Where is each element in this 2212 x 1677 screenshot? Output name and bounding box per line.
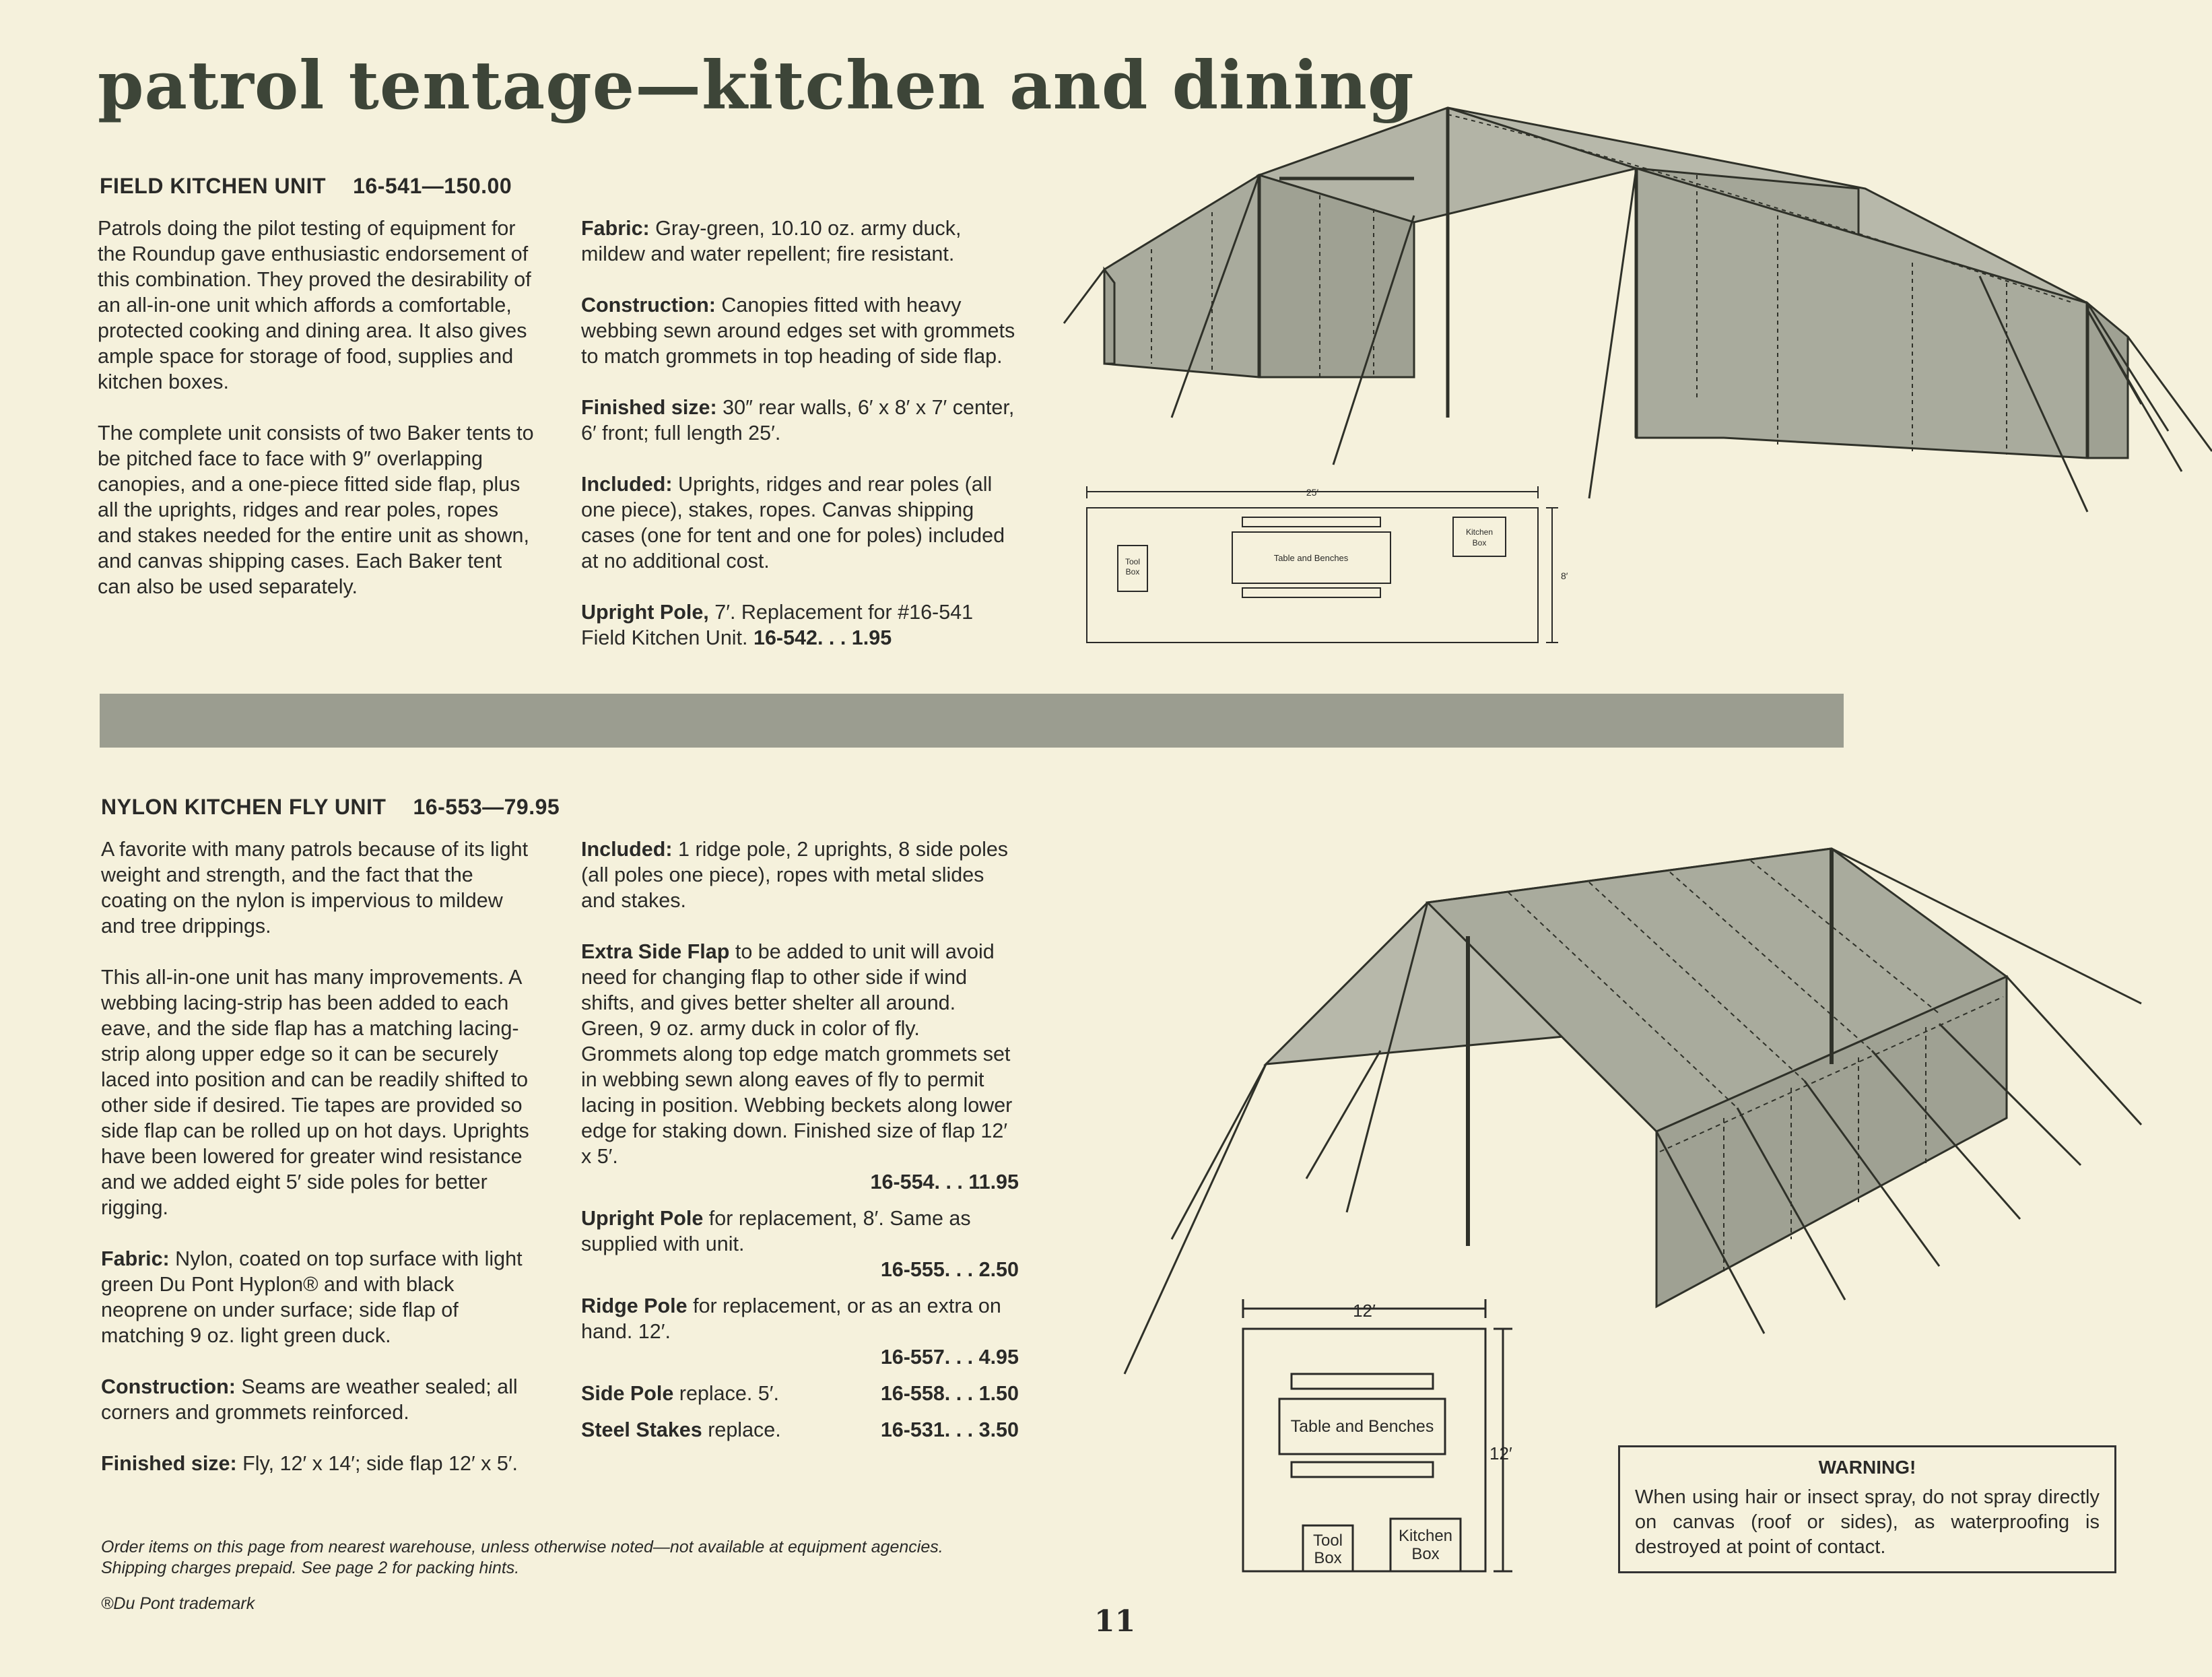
field-kitchen-para2: The complete unit consists of two Baker tents to be pitched face to face with 9″ overlapping canopies, and a one-piece fitted side flap, plus all the uprights, ridges and rear poles, ropes and stakes needed for the entire unit as shown, and canvas shipping cases. Each Baker tent can also be used separately. <box>98 422 534 598</box>
page-title: patrol tentage—kitchen and dining <box>98 47 1415 125</box>
fly-plan-bench-top <box>1292 1374 1433 1389</box>
fly-plan-width-label: 12′ <box>1353 1301 1376 1321</box>
nylon-fly-name: NYLON KITCHEN FLY UNIT <box>101 795 387 819</box>
plan-kbox-label: Box <box>1472 538 1487 548</box>
field-kitchen-description <box>98 216 537 625</box>
ridge-pole-item <box>581 1293 1019 1344</box>
item-desc: replace. <box>708 1418 781 1441</box>
nylon-spec-construction <box>101 1374 539 1425</box>
fly-plan-box-label: Box <box>1314 1549 1342 1567</box>
item-desc: 7′. Replacement for #16-541 Field Kitchen Unit. <box>581 601 974 649</box>
plan-tool-label: Tool <box>1125 557 1141 566</box>
plan-length-label: 25′ <box>1306 487 1319 498</box>
item-price: 16-531. . . 3.50 <box>880 1418 1019 1441</box>
nylon-fly-description <box>101 836 539 1502</box>
item-desc: to be added to unit will avoid need for changing flap to other side if wind shifts, and gives better shelter all around. Green, 9 oz. army duck in color of fly. Grommets along top edge match grommets set in webbing sewn along eaves of fly to permit lacing in position. Webbing beckets along lower edge for staking down. Finished size of flap 12′ x 5′. <box>581 940 1013 1168</box>
extra-side-flap-item <box>581 939 1019 1169</box>
spec-construction <box>581 292 1019 369</box>
spec-label: Included: <box>581 473 673 496</box>
spec-value: Gray-green, 10.10 oz. army duck, mildew and water repellent; fire resistant. <box>581 217 962 265</box>
section-divider-band <box>100 694 1844 748</box>
fly-plan-kitchen-label: Kitchen <box>1398 1527 1453 1545</box>
item-label: Upright Pole, <box>581 601 709 624</box>
nylon-spec-size <box>101 1451 539 1476</box>
spec-size <box>581 395 1019 446</box>
item-desc: for replacement, or as an extra on hand. 12′. <box>581 1294 1001 1343</box>
field-kitchen-tent-illustration <box>1037 81 2212 552</box>
spec-label: Construction: <box>581 294 716 317</box>
item-label: Steel Stakes <box>581 1418 702 1441</box>
item-label: Upright Pole <box>581 1207 704 1230</box>
fly-plan-table-label: Table and Benches <box>1290 1417 1434 1436</box>
plan-kitchen-box <box>1453 517 1506 556</box>
item-price: 16-542. . . 1.95 <box>753 626 892 649</box>
spec-value: 1 ridge pole, 2 uprights, 8 side poles (all poles one piece), ropes with metal slides and stakes. <box>581 838 1009 912</box>
extra-side-flap-price-row <box>581 1169 1019 1195</box>
spec-value: Uprights, ridges and rear poles (all one piece), stakes, ropes. Canvas shipping cases (one for tent and one for poles) included at no additional cost. <box>581 473 1005 572</box>
nylon-spec-included <box>581 836 1019 913</box>
trademark-note: ®Du Pont trademark <box>101 1594 255 1613</box>
nylon-fly-heading <box>101 795 560 820</box>
steel-stakes-item <box>581 1417 1019 1443</box>
plan-box-label: Box <box>1125 567 1140 577</box>
plan-width-label: 8′ <box>1561 570 1568 581</box>
field-kitchen-para1: Patrols doing the pilot testing of equipment for the Roundup gave enthusiastic endorsement of this combination. They proved the desirability of an all-in-one unit which affords a comfortable, protected cooking and dining area. It also gives ample space for storage of food, supplies and kitchen boxes. <box>98 217 531 393</box>
spec-label: Included: <box>581 838 673 861</box>
spec-label: Finished size: <box>101 1452 237 1475</box>
side-pole-item <box>581 1381 1019 1406</box>
warning-title: WARNING! <box>1818 1457 1916 1478</box>
spec-label: Construction: <box>101 1375 236 1398</box>
spec-label: Fabric: <box>581 217 650 240</box>
ridge-price-row <box>581 1344 1019 1370</box>
fly-plan-depth-label: 12′ <box>1489 1443 1512 1464</box>
field-kitchen-floor-plan <box>1077 484 1568 645</box>
fly-plan-kbox-label: Box <box>1411 1545 1440 1563</box>
item-desc: replace. 5′. <box>679 1382 779 1405</box>
spec-fabric <box>581 216 1019 267</box>
nylon-fly-code: 16-553—79.95 <box>413 795 560 819</box>
nylon-fly-specs <box>581 836 1019 1443</box>
item-price: 16-555. . . 2.50 <box>880 1258 1019 1281</box>
spec-value: 30″ rear walls, 6′ x 8′ x 7′ center, 6′ front; full length 25′. <box>581 396 1015 445</box>
order-note: Order items on this page from nearest warehouse, unless otherwise noted—not available at equipment agencies. Shipping charges prepaid. See page 2 for packing hints. <box>101 1538 943 1577</box>
plan-table-label: Table and Benches <box>1273 553 1349 563</box>
field-kitchen-heading <box>100 174 512 199</box>
upright-pole-replacement <box>581 1206 1019 1257</box>
item-desc: for replacement, 8′. Same as supplied with unit. <box>581 1207 971 1255</box>
field-kitchen-specs <box>581 216 1019 676</box>
item-price: 16-554. . . 11.95 <box>870 1171 1019 1193</box>
warning-text: When using hair or insect spray, do not spray directly on canvas (roof or sides), as waterproofing is destroyed at point of contact. <box>1635 1486 2100 1558</box>
plan-bench-bottom <box>1242 588 1380 597</box>
nylon-fly-para1: A favorite with many patrols because of its light weight and strength, and the fact that the coating on the nylon is impervious to mildew and tree drippings. <box>101 838 529 938</box>
item-label: Ridge Pole <box>581 1294 688 1317</box>
plan-bench-top <box>1242 517 1380 527</box>
upright-pole-item <box>581 599 1019 651</box>
item-price: 16-557. . . 4.95 <box>880 1346 1019 1369</box>
spec-label: Finished size: <box>581 396 717 419</box>
spec-value: Nylon, coated on top surface with light green Du Pont Hyplon® and with black neoprene on under surface; side flap of matching 9 oz. light green duck. <box>101 1247 523 1347</box>
spec-value: Fly, 12′ x 14′; side flap 12′ x 5′. <box>242 1452 518 1475</box>
fly-plan-tool-label: Tool <box>1312 1532 1343 1550</box>
warning-box <box>1618 1445 2116 1573</box>
upright-price-row <box>581 1257 1019 1282</box>
item-label: Side Pole <box>581 1382 674 1405</box>
spec-value: Canopies fitted with heavy webbing sewn around edges set with grommets to match grommets in top heading of side flap. <box>581 294 1015 368</box>
spec-included <box>581 471 1019 574</box>
nylon-fly-floor-plan <box>1232 1290 1535 1579</box>
spec-label: Fabric: <box>101 1247 170 1270</box>
spec-value: Seams are weather sealed; all corners and grommets reinforced. <box>101 1375 518 1424</box>
plan-kitchen-label: Kitchen <box>1465 527 1494 537</box>
nylon-spec-fabric <box>101 1246 539 1348</box>
field-kitchen-name: FIELD KITCHEN UNIT <box>100 174 327 198</box>
item-price: 16-558. . . 1.50 <box>880 1382 1019 1405</box>
page-number: 11 <box>1094 1604 1136 1639</box>
field-kitchen-code: 16-541—150.00 <box>353 174 512 198</box>
item-label: Extra Side Flap <box>581 940 730 963</box>
fly-plan-bench-bottom <box>1292 1462 1433 1477</box>
nylon-fly-para2: This all-in-one unit has many improvements. A webbing lacing-strip has been added to each eave, and the side flap has a matching lacing-strip along upper edge so it can be securely laced into position and can be readily shifted to other side if desired. Tie tapes are provided so side flap can be rolled up on hot days. Uprights have been lowered for greater wind resistance and we added eight 5′ side poles for better rigging. <box>101 966 529 1219</box>
